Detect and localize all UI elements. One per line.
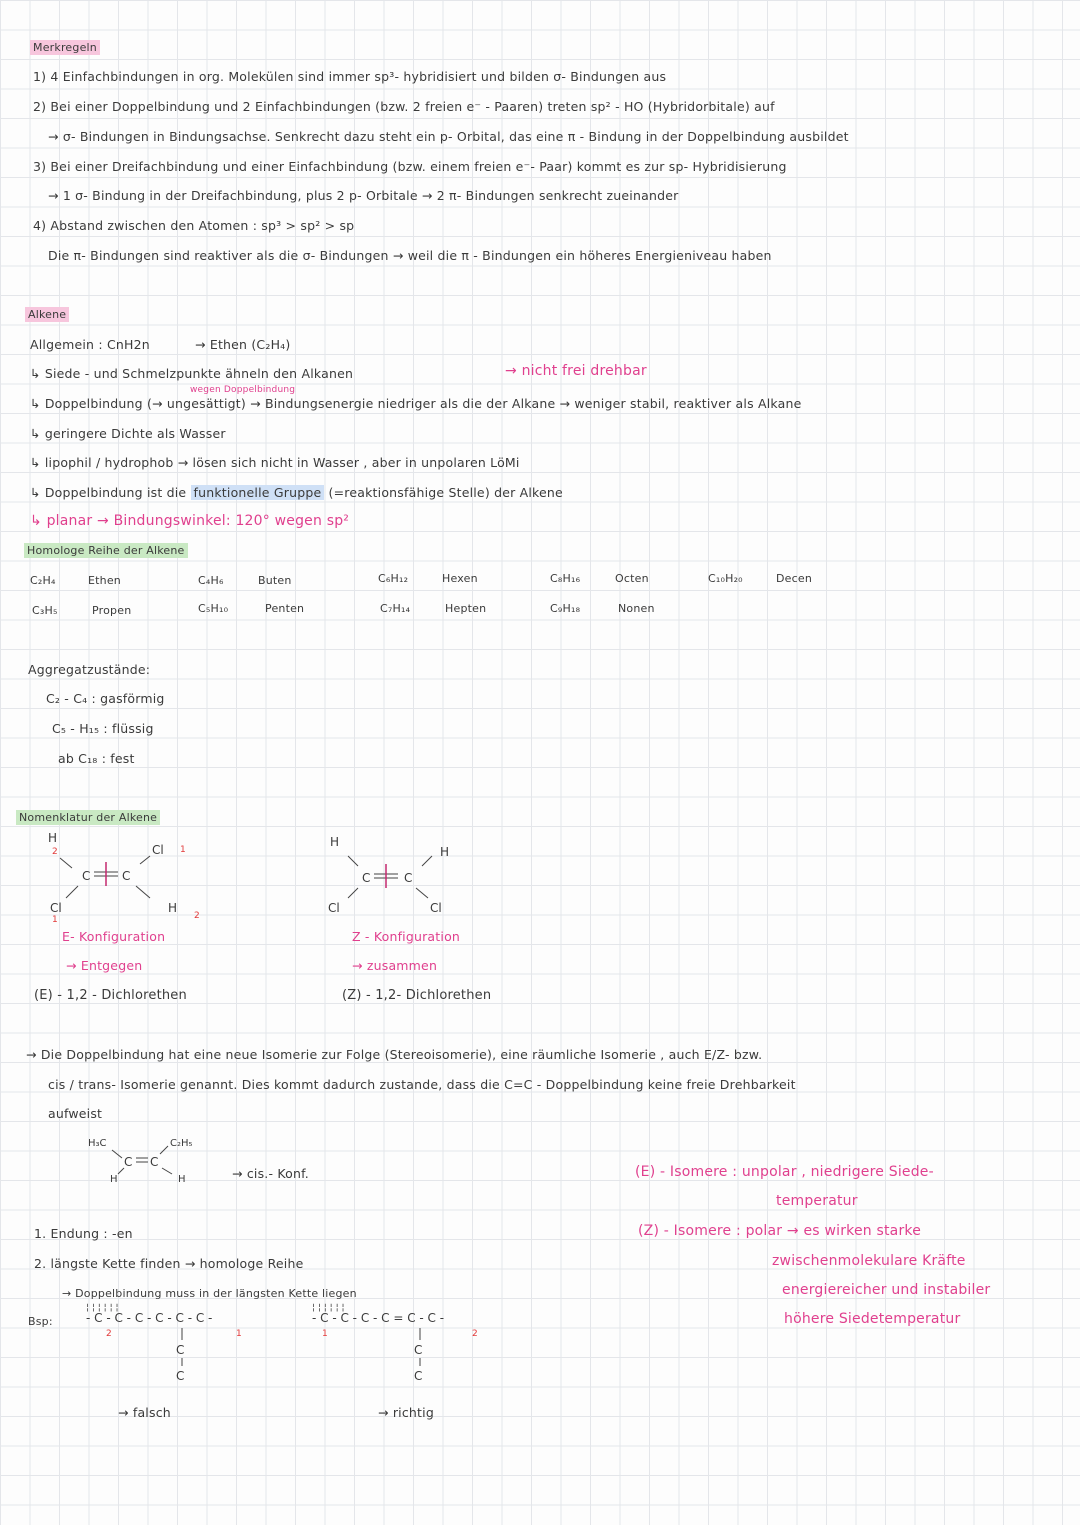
richtig-label: → richtig: [378, 1405, 434, 1420]
group-ch3: H₃C: [88, 1138, 107, 1149]
chain-falsch: [86, 1300, 276, 1390]
e-konfiguration-label: E- Konfiguration: [62, 929, 166, 944]
alkene-bullet-4: ↳ lipophil / hydrophob → lösen sich nicht in Wasser , aber in unpolaren LöMi: [30, 455, 520, 470]
atom-c: C: [404, 871, 413, 885]
chain-number: 2: [106, 1329, 112, 1339]
homolog-formula: C₇H₁₄: [380, 602, 411, 615]
z-compound-name: (Z) - 1,2- Dichlorethen: [342, 988, 492, 1003]
atom-h: H: [440, 845, 450, 859]
homolog-name: Hepten: [445, 602, 487, 615]
merkregel-2: 2) Bei einer Doppelbindung und 2 Einfachbindungen (bzw. 2 freien e⁻ - Paaren) treten sp² - HO (Hybridorbitale) auf: [33, 99, 775, 114]
z-isomere-note-2: zwischenmolekulare Kräfte: [772, 1253, 966, 1269]
chain-number: 2: [472, 1329, 478, 1339]
chain-richtig: [312, 1300, 512, 1390]
functional-group-label: funktionelle Gruppe: [191, 485, 325, 500]
merkregel-4: 4) Abstand zwischen den Atomen : sp³ > sp² > sp: [33, 218, 355, 233]
atom-h: H: [48, 831, 58, 845]
homolog-name: Nonen: [618, 602, 655, 615]
atom-c: C: [82, 869, 91, 883]
atom-h: H: [168, 901, 178, 915]
svg-text:¦ ¦ ¦ ¦ ¦: ¦ ¦ ¦ ¦ ¦ ¦: [86, 1303, 119, 1313]
rule-endung: 1. Endung : -en: [34, 1226, 133, 1241]
atom-c: C: [414, 1369, 423, 1383]
rule-laengste-kette: 2. längste Kette finden → homologe Reihe: [34, 1256, 304, 1271]
priority-label: 1: [52, 915, 58, 925]
bsp-label: Bsp:: [28, 1315, 53, 1328]
homolog-name: Penten: [265, 602, 305, 615]
homolog-name: Ethen: [88, 574, 121, 587]
z-isomere-note-3: energiereicher und instabiler: [782, 1282, 991, 1298]
homolog-formula: C₆H₁₂: [378, 572, 409, 585]
atom-c: C: [176, 1369, 185, 1383]
svg-text:- C - C - C - C - C - C -: - C - C - C - C - C - C -: [86, 1311, 213, 1325]
atom-cl: Cl: [152, 843, 164, 857]
e-entgegen-label: → Entgegen: [66, 958, 143, 973]
alkene-bullet-1: ↳ Siede - und Schmelzpunkte ähneln den Alkanen: [30, 366, 354, 381]
aggregat-fest: ab C₁₈ : fest: [58, 751, 135, 766]
bullet-5-part-a: ↳ Doppelbindung ist die: [30, 485, 187, 500]
homolog-formula: C₄H₆: [198, 574, 224, 587]
atom-cl: Cl: [328, 901, 340, 915]
priority-label: 2: [194, 911, 200, 921]
homolog-name: Hexen: [442, 572, 478, 585]
alkene-title: Alkene: [25, 307, 69, 322]
atom-c: C: [124, 1155, 133, 1169]
homolog-name: Propen: [92, 604, 132, 617]
alkene-note-drehbar: → nicht frei drehbar: [505, 363, 647, 379]
alkene-note-doppelbindung: wegen Doppelbindung: [190, 385, 296, 395]
atom-h: H: [330, 835, 340, 849]
alkene-bullet-2: ↳ Doppelbindung (→ ungesättigt) → Bindungsenergie niedriger als die der Alkane → weniger stabil, reaktiver als Alkane: [30, 396, 802, 411]
aggregat-fluessig: C₅ - H₁₅ : flüssig: [52, 721, 154, 736]
falsch-label: → falsch: [118, 1405, 171, 1420]
homolog-formula: C₉H₁₈: [550, 602, 581, 615]
merkregel-3: 3) Bei einer Dreifachbindung und einer Einfachbindung (bzw. einem freien e⁻- Paar) kommt es zur sp- Hybridisierung: [33, 159, 787, 174]
merkregeln-title: Merkregeln: [30, 40, 100, 55]
homolog-title: Homologe Reihe der Alkene: [24, 543, 188, 558]
isomerie-text-1: → Die Doppelbindung hat eine neue Isomerie zur Folge (Stereoisomerie), eine räumliche Isomerie , auch E/Z- bzw.: [26, 1047, 763, 1062]
atom-c: C: [414, 1343, 423, 1357]
atom-cl: Cl: [50, 901, 62, 915]
homolog-formula: C₅H₁₀: [198, 602, 229, 615]
rule-doppelbindung-kette: → Doppelbindung muss in der längsten Kette liegen: [62, 1287, 357, 1300]
bullet-5-part-c: (=reaktionsfähige Stelle) der Alkene: [328, 485, 563, 500]
homolog-formula: C₈H₁₆: [550, 572, 581, 585]
allgemein-example: → Ethen (C₂H₄): [195, 337, 291, 352]
e-isomere-note-2: temperatur: [776, 1193, 858, 1209]
priority-label: 1: [180, 845, 186, 855]
atom-c: C: [362, 871, 371, 885]
z-konfiguration-label: Z - Konfiguration: [352, 929, 461, 944]
svg-text:¦ ¦ ¦ ¦ ¦: ¦ ¦ ¦ ¦ ¦ ¦: [312, 1303, 345, 1313]
atom-c: C: [176, 1343, 185, 1357]
homolog-formula: C₁₀H₂₀: [708, 572, 743, 585]
merkregel-1: 1) 4 Einfachbindungen in org. Molekülen sind immer sp³- hybridisiert und bilden σ- Bindungen aus: [33, 69, 667, 84]
chain-number: 1: [322, 1329, 328, 1339]
z-zusammen-label: → zusammen: [352, 958, 438, 973]
chain-number: 1: [236, 1329, 242, 1339]
alkene-bullet-5: [30, 485, 563, 500]
e-compound-name: (E) - 1,2 - Dichlorethen: [34, 988, 187, 1003]
alkene-bullet-6: ↳ planar → Bindungswinkel: 120° wegen sp²: [30, 513, 350, 529]
atom-h: H: [110, 1174, 118, 1185]
cis-structure: [88, 1132, 218, 1192]
alkene-bullet-3: ↳ geringere Dichte als Wasser: [30, 426, 226, 441]
merkregel-2b: → σ- Bindungen in Bindungsachse. Senkrecht dazu steht ein p- Orbital, das eine π - Bindung in der Doppelbindung ausbildet: [48, 129, 849, 144]
homolog-name: Buten: [258, 574, 292, 587]
isomerie-text-3: aufweist: [48, 1106, 103, 1121]
homolog-name: Octen: [615, 572, 649, 585]
homolog-formula: C₂H₄: [30, 574, 56, 587]
homolog-name: Decen: [776, 572, 813, 585]
nomenklatur-title: Nomenklatur der Alkene: [16, 810, 160, 825]
homolog-formula: C₃H₅: [32, 604, 58, 617]
atom-c: C: [122, 869, 131, 883]
z-dichlorethen-structure: [320, 832, 490, 922]
e-isomere-note: (E) - Isomere : unpolar , niedrigere Siede-: [635, 1164, 934, 1180]
merkregel-3b: → 1 σ- Bindung in der Dreifachbindung, plus 2 p- Orbitale → 2 π- Bindungen senkrecht zueinander: [48, 188, 679, 203]
atom-cl: Cl: [430, 901, 442, 915]
merkregel-4b: Die π- Bindungen sind reaktiver als die σ- Bindungen → weil die π - Bindungen ein höheres Energieniveau haben: [48, 248, 772, 263]
atom-c: C: [150, 1155, 159, 1169]
z-isomere-note: (Z) - Isomere : polar → es wirken starke: [638, 1223, 922, 1239]
isomerie-text-2: cis / trans- Isomerie genannt. Dies kommt dadurch zustande, dass die C=C - Doppelbindung keine freie Drehbarkeit: [48, 1077, 796, 1092]
aggregat-gas: C₂ - C₄ : gasförmig: [46, 691, 165, 706]
cis-konf-label: → cis.- Konf.: [232, 1166, 309, 1181]
svg-text:- C - C - C - C = C - C -: - C - C - C - C = C - C -: [312, 1311, 445, 1325]
e-dichlorethen-structure: [40, 828, 220, 923]
priority-label: 2: [52, 847, 58, 857]
group-c2h5: C₂H₅: [170, 1138, 193, 1149]
allgemein-formula: Allgemein : CnH2n: [30, 337, 150, 352]
z-isomere-note-4: höhere Siedetemperatur: [784, 1311, 961, 1327]
aggregat-title: Aggregatzustände:: [28, 662, 151, 677]
atom-h: H: [178, 1174, 186, 1185]
